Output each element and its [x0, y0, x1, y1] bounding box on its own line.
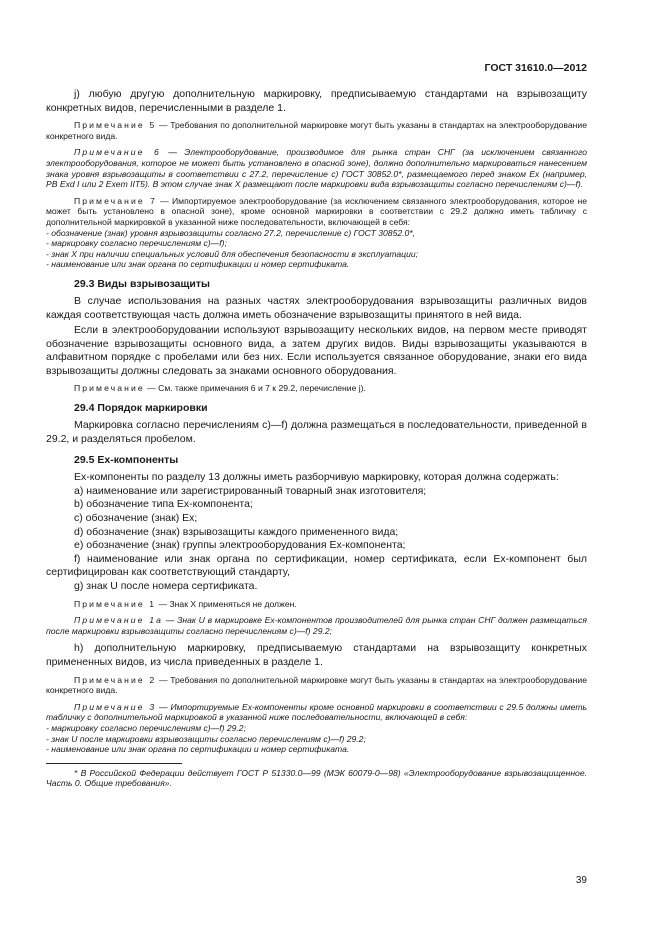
list-item: b) обозначение типа Ex-компонента; [74, 498, 253, 511]
note-7-item: - маркировку согласно перечислениям с)—f); [46, 238, 227, 249]
section-29-3-note-text: — См. также примечания 6 и 7 к 29.2, перечисление j). [144, 383, 366, 394]
section-29-3-p2: Если в электрооборудовании используют взрывозащиту нескольких видов, на первом месте приводят обозначение взрывозащиты основного вида, а затем других видов. Виды взрывозащиты указываются в алфавитном порядке с пробелами или без них. Если используется связанное оборудование, знаки его вида взрывозащиты должны следовать за знаками основного оборудования. [46, 324, 587, 377]
note-3-item: - маркировку согласно перечислениям с)—f) 29.2; [46, 722, 246, 733]
section-29-3-title: 29.3 Виды взрывозащиты [74, 277, 210, 290]
list-item: g) знак U после номера сертификата. [74, 580, 258, 592]
note-3-label: Примечание 3 [74, 701, 157, 712]
page-body [46, 88, 587, 789]
note-6 [46, 147, 587, 189]
note-7-item: - наименование или знак органа по сертификации и номер сертификата. [46, 259, 350, 270]
note-1a-label: Примечание 1а [74, 615, 164, 626]
section-29-3-p1: В случае использования на разных частях электрооборудования взрывозащиты различных видов каждая соответствующая часть должна иметь обозначение взрывозащиты принятого в ней вида. [46, 294, 587, 321]
note-7-text: — Импортируемое электрооборудование (за исключением связанного электрооборудования, которое не может быть установлено в опасной зоне), кроме основной маркировки в соответствии с 29.2 должно иметь табличку с дополнительной маркировкой в указанной ниже последовательности, включающей в себя: [46, 195, 587, 227]
note-3-item: - знак U после маркировки взрывозащиты согласно перечислениям с)—f) 29.2; [46, 733, 366, 744]
note-2-label: Примечание 2 [74, 674, 157, 685]
note-7 [46, 196, 587, 228]
note-2-text: — Требования по дополнительной маркировке могут быть указаны в стандартах на электрооборудование конкретного вида. [46, 674, 587, 696]
note-7-item: - обозначение (знак) уровня взрывозащиты согласно 27.2, перечисление с) ГОСТ 30852.0*, [46, 227, 416, 238]
document-header: ГОСТ 31610.0—2012 [484, 62, 587, 74]
note-6-label: Примечание 6 [74, 147, 161, 158]
note-3-text: — Импортируемые Ex-компоненты кроме основной маркировки в соответствии с 29.5 должны иметь табличку с дополнительной маркировкой в указанной ниже последовательности, включающей в себя: [46, 701, 588, 723]
note-5-text: — Требования по дополнительной маркировке могут быть указаны в стандартах на электрооборудование конкретного вида. [46, 120, 587, 141]
note-5 [46, 120, 587, 141]
page-number: 39 [575, 875, 587, 886]
paragraph-j: j) любую другую дополнительную маркировку, предписываемую стандартами на взрывозащиту конкретных видов, перечисленными в разделе 1. [46, 88, 587, 114]
list-item: a) наименование или зарегистрированный товарный знак изготовителя; [74, 484, 427, 497]
footnote-divider [46, 763, 182, 764]
section-29-5-note-2 [46, 675, 587, 696]
section-29-5-item-h: h) дополнительную маркировку, предписываемую стандартами на взрывозащиту конкретных примененных видов, из числа приведенных в разделе 1. [46, 642, 587, 668]
note-7-label: Примечание 7 [74, 195, 157, 206]
list-item: e) обозначение (знак) группы электрооборудования Ex-компонента; [74, 539, 406, 552]
note-3-item: - наименование или знак органа по сертификации и номер сертификата. [46, 744, 350, 755]
section-29-5-note-1 [46, 599, 587, 610]
footnote: * В Российской Федерации действует ГОСТ Р 51330.0—99 (МЭК 60079-0—98) «Электрооборудование взрывозащищенное. Часть 0. Общие требования». [46, 767, 587, 789]
note-1a-text: — Знак U в маркировке Ex-компонентов производителей для рынка стран СНГ должен размещаться после маркировки взрывозащиты согласно перечислениям с)—f) 29.2; [46, 615, 587, 636]
note-1-label: Примечание 1 [74, 598, 157, 609]
section-29-3-note [46, 383, 587, 394]
section-29-5-intro: Ex-компоненты по разделу 13 должны иметь разборчивую маркировку, которая должна содержать: [74, 471, 559, 484]
list-item: f) наименование или знак органа по сертификации, номер сертификата, если Ex-компонент был сертифицирован как соответствующий стандарту, [46, 552, 587, 579]
note-1-text: — Знак X применяться не должен. [156, 598, 297, 609]
section-29-3-note-label: Примечание [74, 383, 145, 394]
section-29-4-title: 29.4 Порядок маркировки [74, 402, 208, 415]
section-29-5-note-1a [46, 615, 587, 636]
section-29-5-note-3 [46, 702, 587, 723]
note-7-item: - знак X при наличии специальных условий для обеспечения безопасности в эксплуатации; [46, 248, 419, 259]
note-5-label: Примечание 5 [74, 120, 157, 131]
section-29-5-title: 29.5 Ex-компоненты [74, 454, 179, 467]
section-29-4-p1: Маркировка согласно перечислениям с)—f) должна размещаться в последовательности, приведенной в 29.2, и разделяться пробелом. [46, 419, 587, 445]
note-6-text: — Электрооборудование, производимое для рынка стран СНГ (за исключением связанного электрооборудования, которое не может быть установлено в опасной зоне), должно дополнительно маркироваться нанесением знака уровня взрывозащиты в соответствии с 27.2, перечисление с) ГОСТ 30852.0*, размещаемого перед знаком Ex (например, PB Exd I или 2 Exem IIT5). В этом случае знак X размещают после маркировки вида взрывозащиты согласно перечислениям с)—f). [46, 147, 587, 190]
list-item: d) обозначение (знак) взрывозащиты каждого примененного вида; [74, 525, 399, 538]
list-item: c) обозначение (знак) Ex; [74, 512, 198, 525]
